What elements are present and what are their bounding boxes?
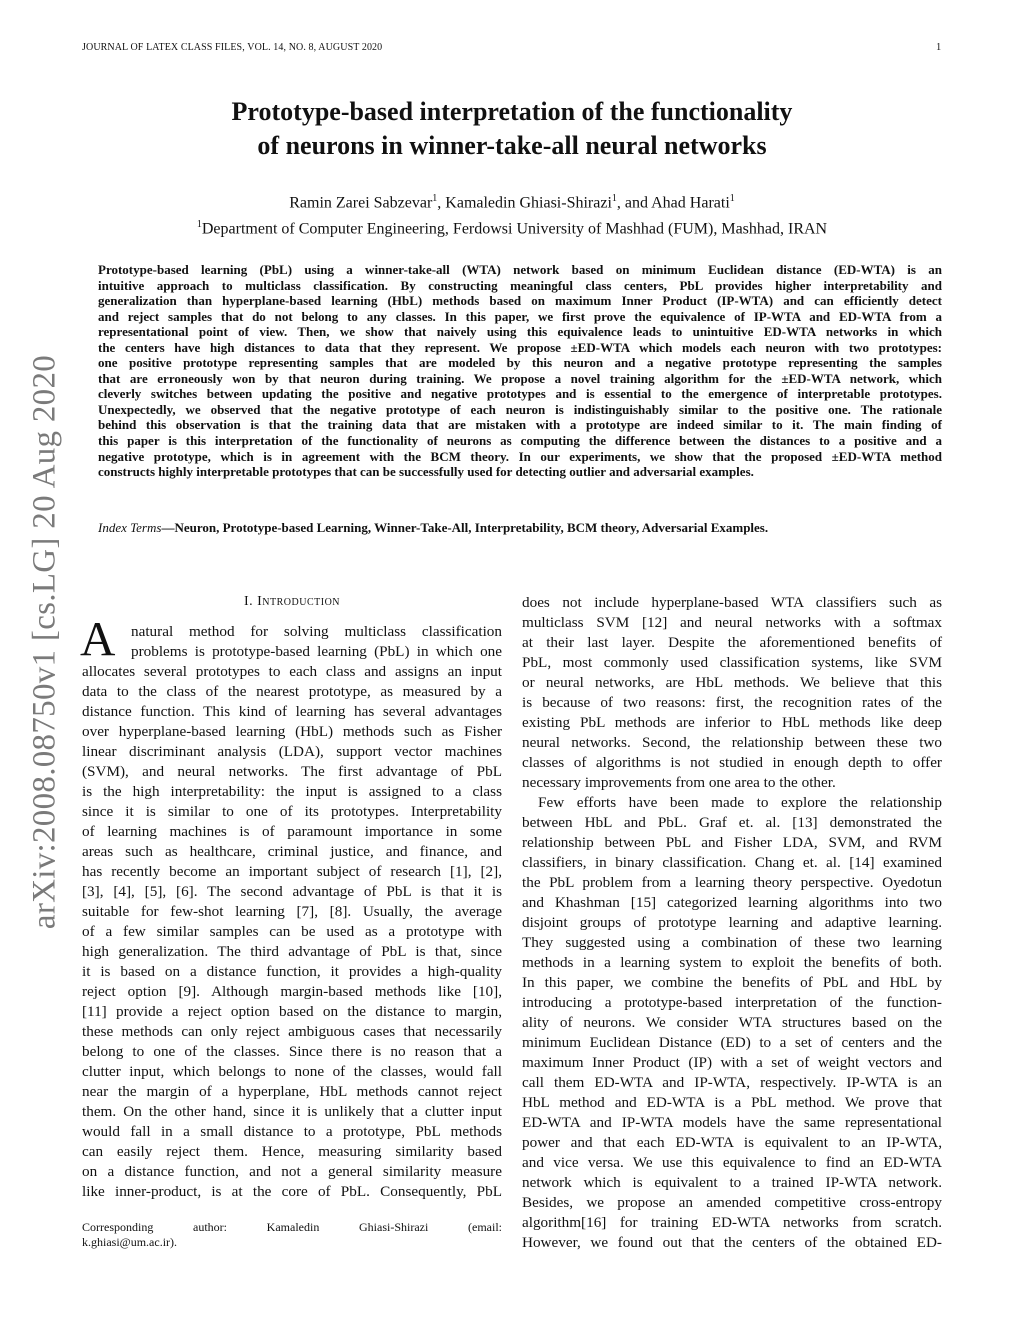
text-line: neural networks. Second, the relationship between these two xyxy=(522,734,942,751)
author-affil-mark: 1 xyxy=(432,193,438,204)
text-line: linear discriminant analysis (LDA), support vector machines xyxy=(82,743,502,760)
text-line: this paper is this interpretation of the functionality of neurons as computing the difference between the distances to a positive and a xyxy=(98,433,942,449)
text-line: multiclass SVM [12] and neural networks with a softmax xyxy=(522,614,942,631)
section-heading xyxy=(82,594,502,610)
affil-mark: 1 xyxy=(196,219,202,231)
text-line: can easily reject them. Hence, measuring similarity based xyxy=(82,1143,502,1160)
right-column xyxy=(522,593,942,1253)
drop-cap: A xyxy=(80,611,116,666)
text-line: k.ghiasi@um.ac.ir). xyxy=(82,1235,178,1249)
text-line: PbL, most commonly used classification systems, like SVM xyxy=(522,654,942,671)
text-line: near the margin of a hyperplane, HbL methods cannot reject xyxy=(82,1083,502,1100)
author-affil-mark: 1 xyxy=(611,193,617,204)
text-line: and vice versa. We use this equivalence to find an ED-WTA xyxy=(522,1154,942,1171)
affiliation xyxy=(0,214,1024,240)
section-title: Introduction xyxy=(257,594,341,609)
author-affil-mark: 1 xyxy=(729,193,735,204)
page-number: 1 xyxy=(936,42,942,53)
text-line: behind this observation is that the training data that are mistaken with a prototype are indeed similar to it. The main finding of xyxy=(98,417,942,433)
text-line: the centers have high distances to data that they represent. We propose ±ED-WTA which models each neuron with two prototypes: xyxy=(98,339,942,355)
text-line: minimum Euclidean Distance (ED) to a set of centers and the xyxy=(522,1034,942,1051)
author-list xyxy=(0,188,1024,214)
text-line: suitable for few-shot learning [7], [8]. Usually, the average xyxy=(82,903,502,920)
paragraph xyxy=(522,593,942,793)
text-line: that are erroneously won by that neuron during training. We propose a novel training algorithm for the ±ED-WTA network, which xyxy=(98,370,942,386)
text-line: constructs highly interpretable prototypes that can be successfully used for detecting outlier and adversarial examples. xyxy=(98,464,754,480)
author-name: Ramin Zarei Sabzevar xyxy=(289,194,433,212)
left-column xyxy=(82,622,502,1202)
text-line: ED-WTA and IP-WTA models have the same representational xyxy=(522,1114,942,1131)
text-line: or neural networks, are HbL methods. We believe that this xyxy=(522,674,942,691)
text-line: They suggested using a combination of these two learning xyxy=(522,934,942,951)
text-line: at their last layer. Despite the aforementioned benefits of xyxy=(522,634,942,651)
text-line: over hyperplane-based learning (HbL) methods such as Fisher xyxy=(82,723,502,740)
text-line: power and that each ED-WTA is equivalent to an IP-WTA, xyxy=(522,1134,942,1151)
text-line: between HbL and PbL. Graf et. al. [13] demonstrated the xyxy=(522,814,942,831)
text-line: disjoint groups of prototype learning and adaptive learning. xyxy=(522,914,942,931)
text-line: since it is similar to one of its prototypes. Interpretability xyxy=(82,803,502,820)
text-line: network which is equivalent to a trained IP-WTA network. xyxy=(522,1174,942,1191)
title-line: of neurons in winner-take-all neural networks xyxy=(257,131,767,160)
text-line: them. On the other hand, since it is unlikely that a clutter input xyxy=(82,1103,502,1120)
text-line: and Khashman [15] categorized learning algorithms into two xyxy=(522,894,942,911)
text-line: classifiers, in binary classification. Chang et. al. [14] examined xyxy=(522,854,942,871)
text-line: [11] provide a reject option based on the distance to margin, xyxy=(82,1003,502,1020)
title-line: Prototype-based interpretation of the functionality xyxy=(231,97,793,126)
text-line: is because of two reasons: first, the recognition rates of the xyxy=(522,694,942,711)
text-line: on a distance function, and not a general similarity measure xyxy=(82,1163,502,1180)
text-line: HbL method and ED-WTA is a PbL method. We prove that xyxy=(522,1094,942,1111)
text-line: like inner-product, is at the core of PbL. Consequently, PbL xyxy=(82,1183,502,1200)
text-line: distance function. This kind of learning has several advantages xyxy=(82,703,502,720)
paragraph xyxy=(522,793,942,1253)
paper-title xyxy=(0,95,1024,163)
arxiv-stamp: arXiv:2008.08750v1 [cs.LG] 20 Aug 2020 xyxy=(26,354,63,930)
text-line: reject option [9]. Although margin-based methods like [10], xyxy=(82,983,502,1000)
text-line: cleverly switches between updating the positive and negative prototypes and is essential to the emergence of interpretable prototypes. xyxy=(98,386,942,402)
text-line: negative prototype, which is in agreement with the BCM theory. In our experiments, we show that the proposed ±ED-WTA method xyxy=(98,448,942,464)
text-line: Prototype-based learning (PbL) using a winner-take-all (WTA) network based on minimum Euclidean distance (ED-WTA) is an xyxy=(98,262,942,277)
text-line: representational point of view. Then, we show that naively using this equivalence leads to unintuitive ED-WTA networks in which xyxy=(98,324,942,340)
text-line: the PbL problem from a learning theory perspective. Oyedotun xyxy=(522,874,942,891)
text-line: call them ED-WTA and IP-WTA, respectively. IP-WTA is an xyxy=(522,1074,942,1091)
text-line: data to the class of the nearest prototype, as measured by a xyxy=(82,683,502,700)
text-line: is the high interpretability: the input is assigned to a class xyxy=(82,783,502,800)
text-line: classes of algorithms is not studied in enough depth to offer xyxy=(522,754,942,771)
text-line: of a few similar samples can be used as a prototype with xyxy=(82,923,502,940)
text-line: relationship between PbL and Fisher LDA, SVM, and RVM xyxy=(522,834,942,851)
text-line: generalization than hyperplane-based learning (HbL) methods based on maximum Inner Product (IP-WTA) and can efficiently detect xyxy=(98,293,942,309)
text-line: (SVM), and neural networks. The first advantage of PbL xyxy=(82,763,502,780)
index-terms-text: —Neuron, Prototype-based Learning, Winner-Take-All, Interpretability, BCM theory, Adversarial Examples. xyxy=(161,520,769,535)
section-number: I. xyxy=(243,594,258,609)
text-line: ality of neurons. We consider WTA structures based on the xyxy=(522,1014,942,1031)
author-name: Ahad Harati xyxy=(651,194,730,212)
text-line: it is based on a distance function, it provides a high-quality xyxy=(82,963,502,980)
text-line: existing PbL methods are inferior to HbL methods like deep xyxy=(522,714,942,731)
text-line: algorithm[16] for training ED-WTA networks from scratch. xyxy=(522,1214,942,1231)
index-terms-label: Index Terms xyxy=(98,520,162,535)
text-line: natural method for solving multiclass classification xyxy=(131,623,502,640)
text-line: of learning machines is of paramount importance in some xyxy=(82,823,502,840)
text-line: problems is prototype-based learning (PbL) in which one xyxy=(131,643,502,660)
text-line: one positive prototype representing samples that are modeled by this neuron and a negative prototype representing the samples xyxy=(98,355,942,371)
text-line: Few efforts have been made to explore the relationship xyxy=(538,794,942,811)
index-terms xyxy=(98,520,942,536)
text-line: Corresponding author: Kamaledin Ghiasi-Shirazi (email: xyxy=(82,1220,502,1234)
affiliation-text: Department of Computer Engineering, Ferdowsi University of Mashhad (FUM), Mashhad, IRAN xyxy=(201,220,828,238)
abstract xyxy=(98,262,942,480)
text-line: belong to one of the classes. Since there is no reason that a xyxy=(82,1043,502,1060)
text-line: intuitive approach to multiclass classification. By constructing meaningful class centers, PbL provides higher interpretability and xyxy=(98,277,942,293)
running-header: JOURNAL OF LATEX CLASS FILES, VOL. 14, NO. 8, AUGUST 2020 xyxy=(82,42,383,53)
separator: , and xyxy=(616,194,652,212)
footnote xyxy=(82,1220,502,1250)
text-line: methods in a learning system to exploit the benefits of both. xyxy=(522,954,942,971)
separator: , xyxy=(437,194,446,212)
text-line: introducing a prototype-based interpretation of the function- xyxy=(522,994,942,1011)
text-line: [3], [4], [5], [6]. The second advantage of PbL is that it is xyxy=(82,883,502,900)
text-line: areas such as healthcare, criminal justice, and finance, and xyxy=(82,843,502,860)
text-line: allocates several prototypes to each class and assigns an input xyxy=(82,663,502,680)
text-line: However, we found out that the centers of the obtained ED- xyxy=(522,1234,942,1251)
text-line: Unexpectedly, we observed that the negative prototype of each neuron is indistinguishably similar to the positive one. The rationale xyxy=(98,401,942,417)
text-line: and reject samples that do not belong to any classes. In this paper, we first prove the equivalence of IP-WTA and ED-WTA from a xyxy=(98,308,942,324)
text-line: maximum Inner Product (IP) with a set of weight vectors and xyxy=(522,1054,942,1071)
text-line: clutter input, which belongs to none of the classes, would fall xyxy=(82,1063,502,1080)
text-line: necessary improvements from one area to the other. xyxy=(522,774,836,791)
text-line: these methods can only reject ambiguous cases that necessarily xyxy=(82,1023,502,1040)
author-block xyxy=(0,188,1024,241)
text-line: does not include hyperplane-based WTA classifiers such as xyxy=(522,594,942,611)
text-line: high generalization. The third advantage of PbL is that, since xyxy=(82,943,502,960)
author-name: Kamaledin Ghiasi-Shirazi xyxy=(445,194,612,212)
text-line: Besides, we propose an amended competitive cross-entropy xyxy=(522,1194,942,1211)
text-line: would fall in a small distance to a prototype, PbL methods xyxy=(82,1123,502,1140)
text-line: has recently become an important subject of research [1], [2], xyxy=(82,863,502,880)
text-line: In this paper, we combine the benefits of PbL and HbL by xyxy=(522,974,942,991)
